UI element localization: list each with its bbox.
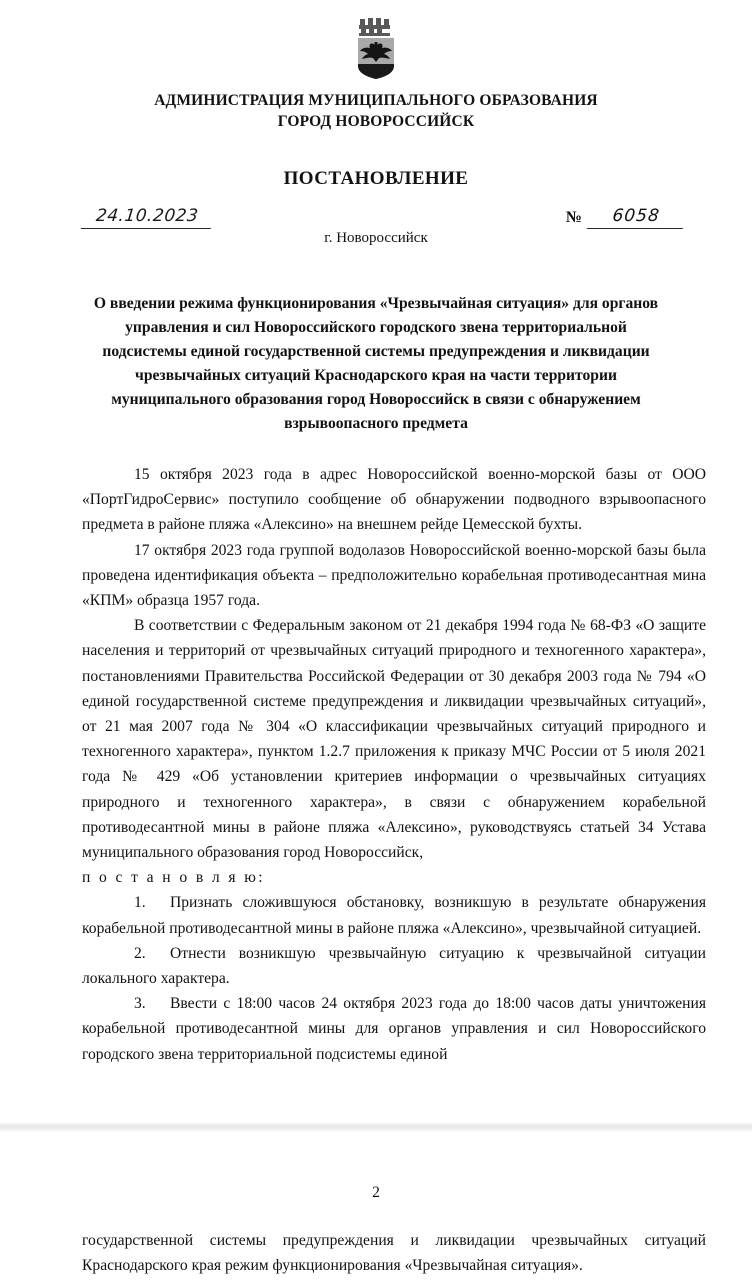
document-meta-row	[34, 206, 718, 256]
organization-line-1: АДМИНИСТРАЦИЯ МУНИЦИПАЛЬНОГО ОБРАЗОВАНИЯ	[154, 92, 598, 109]
document-number-field	[566, 206, 684, 229]
paragraph: 15 октября 2023 года в адрес Новороссийской военно-морской базы от ООО «ПортГидроСервис» поступило сообщение об обнаружении подводного взрывоопасного предмета в районе пляжа «Алексино» на внешнем рейде Цемесской бухты.	[82, 466, 706, 534]
list-item-number: 3.	[134, 995, 146, 1013]
page-title	[34, 90, 718, 132]
document-city-label: г. Новороссийск	[324, 230, 428, 246]
document-date-field[interactable]: 24.10.2023	[81, 206, 213, 229]
document-number-value[interactable]: 6058	[587, 206, 685, 229]
document-subject-title: О введении режима функционирования «Чрезвычайная ситуация» для органов управления и сил Новороссийского городского звена территориальной подсистемы единой государственной системы предупреждения и ликвидации чрезвычайных ситуаций Краснодарского края на части территории муниципального образования город Новороссийск в связи с обнаружением взрывоопасного предмета	[93, 295, 659, 432]
list-item	[82, 890, 706, 940]
list-item	[82, 991, 706, 1067]
list-item-text: Ввести с 18:00 часов 24 октября 2023 года до 18:00 часов даты уничтожения корабельной противодесантной мины для органов управления и сил Новороссийского городского звена территориальной подсистемы единой	[82, 995, 706, 1063]
emblem-container	[34, 8, 718, 80]
number-sign-label: №	[565, 209, 582, 226]
list-item-number: 1.	[134, 894, 146, 912]
list-item-number: 2.	[134, 944, 146, 962]
page-number: 2	[372, 1184, 380, 1201]
paragraph: 17 октября 2023 года группой водолазов Новороссийской военно-морской базы была проведена идентификация объекта – предположительно корабельная противодесантная мина «КПМ» образца 1957 года.	[82, 541, 706, 610]
page-separator	[0, 1122, 752, 1132]
paragraph: В соответствии с Федеральным законом от 21 декабря 1994 года № 68-ФЗ «О защите населения и территорий от чрезвычайных ситуаций природного и техногенного характера», постановлениями Правительства Российской Федерации от 30 декабря 2003 года № 794 «О единой государственной системе предупреждения и ликвидации чрезвычайных ситуаций», от 21 мая 2007 года № 304 «О классификации чрезвычайных ситуаций природного и техногенного характера», пунктом 1.2.7 приложения к приказу МЧС России от 5 июля 2021 года № 429 «Об установлении критериев информации о чрезвычайных ситуациях природного и техногенного характера», в связи с обнаружением корабельной противодесантной мины в районе пляжа «Алексино», руководствуясь статьей 34 Устава муниципального образования город Новороссийск,	[82, 617, 706, 862]
page-2-body	[34, 1228, 718, 1278]
coat-of-arms-icon	[350, 16, 402, 80]
paragraph: государственной системы предупреждения и ликвидации чрезвычайных ситуаций Краснодарского края режим функционирования «Чрезвычайная ситуация».	[82, 1232, 706, 1275]
document-page-2	[0, 1132, 752, 1278]
document-type-heading: ПОСТАНОВЛЕНИЕ	[283, 168, 469, 189]
organization-line-2: ГОРОД НОВОРОССИЙСК	[277, 113, 475, 130]
list-item-text: Отнести возникшую чрезвычайную ситуацию к чрезвычайной ситуации локального характера.	[82, 944, 706, 988]
list-item	[82, 941, 706, 991]
page-1-body	[34, 462, 718, 1067]
list-item-text: Признать сложившуюся обстановку, возникшую в результате обнаружения корабельной противодесантной мины в районе пляжа «Алексино», чрезвычайной ситуацией.	[82, 894, 706, 937]
resolve-keyword: п о с т а н о в л я ю:	[82, 869, 266, 887]
